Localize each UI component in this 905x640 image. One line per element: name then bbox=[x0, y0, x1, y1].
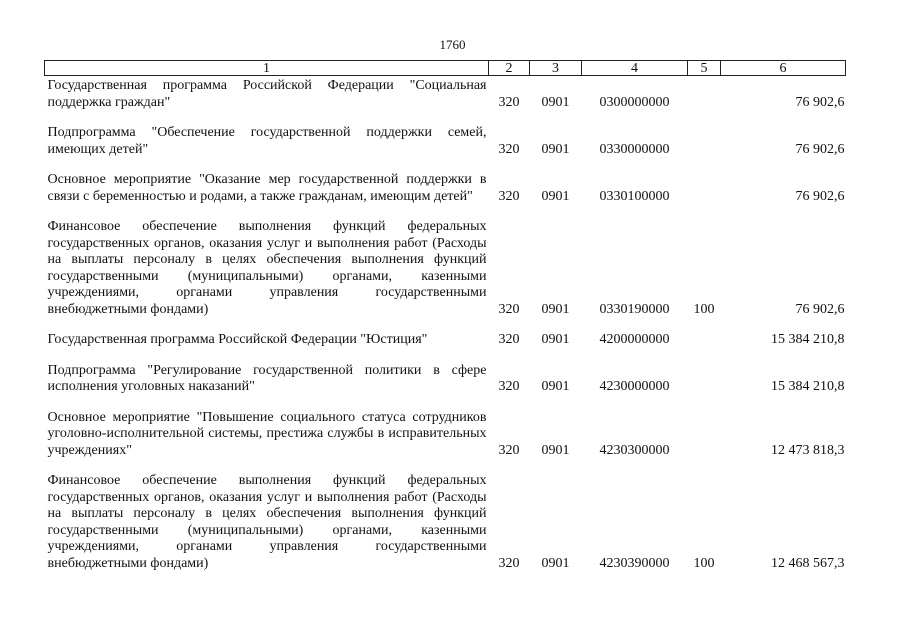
table-row bbox=[45, 123, 846, 158]
row-col5: 100 bbox=[693, 555, 715, 571]
budget-table bbox=[44, 60, 846, 572]
row-col4: 0330000000 bbox=[599, 141, 670, 157]
row-col3: 0901 bbox=[541, 141, 570, 157]
row-col6: 76 902,6 bbox=[795, 301, 845, 317]
table-row bbox=[45, 217, 846, 318]
row-col3: 0901 bbox=[541, 332, 570, 347]
row-col6: 76 902,6 bbox=[795, 94, 845, 110]
column-header-1: 1 bbox=[45, 61, 489, 76]
row-col3: 0901 bbox=[541, 379, 570, 394]
row-name: Финансовое обеспечение выполнения функций федеральных государственных органов, оказания услуг и выполнения работ (Расходы на выплаты персоналу в целях обеспечения выполнения функций государственными (муниципальными) органами, казенными учреждениями, органами управления государственными внебюджетными фондами) bbox=[47, 473, 487, 571]
row-col5 bbox=[688, 330, 721, 349]
row-name: Основное мероприятие "Повышение социального статуса сотрудников уголовно-исполнительной системы, престижа службы в исправительных учреждениях" bbox=[47, 409, 487, 458]
row-col6: 15 384 210,8 bbox=[771, 379, 845, 394]
row-col4: 4230300000 bbox=[599, 442, 670, 458]
row-col2: 320 bbox=[498, 332, 520, 347]
row-col6: 12 468 567,3 bbox=[771, 555, 845, 571]
row-name: Подпрограмма "Обеспечение государственной поддержки семей, имеющих детей" bbox=[47, 125, 487, 157]
row-col5 bbox=[688, 170, 721, 205]
table-row bbox=[45, 408, 846, 460]
table-header-row bbox=[45, 61, 846, 76]
row-col3: 0901 bbox=[541, 555, 570, 571]
row-col3: 0901 bbox=[541, 188, 570, 204]
row-col2: 320 bbox=[498, 442, 520, 458]
column-header-3: 3 bbox=[530, 61, 582, 76]
column-header-4: 4 bbox=[582, 61, 688, 76]
column-header-2: 2 bbox=[489, 61, 530, 76]
row-col4: 4230000000 bbox=[599, 379, 670, 394]
row-col3: 0901 bbox=[541, 301, 570, 317]
row-col2: 320 bbox=[498, 555, 520, 571]
row-name: Государственная программа Российской Федерации "Социальная поддержка граждан" bbox=[47, 78, 487, 110]
row-name: Финансовое обеспечение выполнения функций федеральных государственных органов, оказания услуг и выполнения работ (Расходы на выплаты персоналу в целях обеспечения выполнения функций государственными (муниципальными) органами, казенными учреждениями, органами управления государственными внебюджетными фондами) bbox=[47, 219, 487, 317]
row-col2: 320 bbox=[498, 188, 520, 204]
row-col4: 0330190000 bbox=[599, 301, 670, 317]
row-col4: 4200000000 bbox=[599, 332, 670, 347]
row-col5 bbox=[688, 361, 721, 396]
row-col5 bbox=[688, 123, 721, 158]
column-header-5: 5 bbox=[688, 61, 721, 76]
table-row bbox=[45, 361, 846, 396]
row-col2: 320 bbox=[498, 301, 520, 317]
row-col6: 76 902,6 bbox=[795, 141, 845, 157]
row-col4: 0330100000 bbox=[599, 188, 670, 204]
row-col5: 100 bbox=[693, 301, 715, 317]
table-row bbox=[45, 170, 846, 205]
row-col6: 12 473 818,3 bbox=[771, 442, 845, 458]
row-col3: 0901 bbox=[541, 442, 570, 458]
row-col2: 320 bbox=[498, 379, 520, 394]
row-col5 bbox=[688, 408, 721, 460]
row-col2: 320 bbox=[498, 94, 520, 110]
page-number: 1760 bbox=[439, 37, 466, 52]
row-name: Государственная программа Российской Федерации "Юстиция" bbox=[47, 332, 428, 347]
row-name: Основное мероприятие "Оказание мер государственной поддержки в связи с беременностью и родами, а также гражданам, имеющим детей" bbox=[47, 172, 487, 204]
table-row bbox=[45, 330, 846, 349]
row-col5 bbox=[688, 76, 721, 112]
row-col3: 0901 bbox=[541, 94, 570, 110]
column-header-6: 6 bbox=[721, 61, 846, 76]
row-col2: 320 bbox=[498, 141, 520, 157]
row-col6: 76 902,6 bbox=[795, 188, 845, 204]
row-name: Подпрограмма "Регулирование государственной политики в сфере исполнения уголовных наказаний" bbox=[47, 362, 487, 394]
table-row bbox=[45, 471, 846, 572]
row-col4: 0300000000 bbox=[599, 94, 670, 110]
row-col4: 4230390000 bbox=[599, 555, 670, 571]
row-col6: 15 384 210,8 bbox=[771, 332, 845, 347]
table-row bbox=[45, 76, 846, 112]
